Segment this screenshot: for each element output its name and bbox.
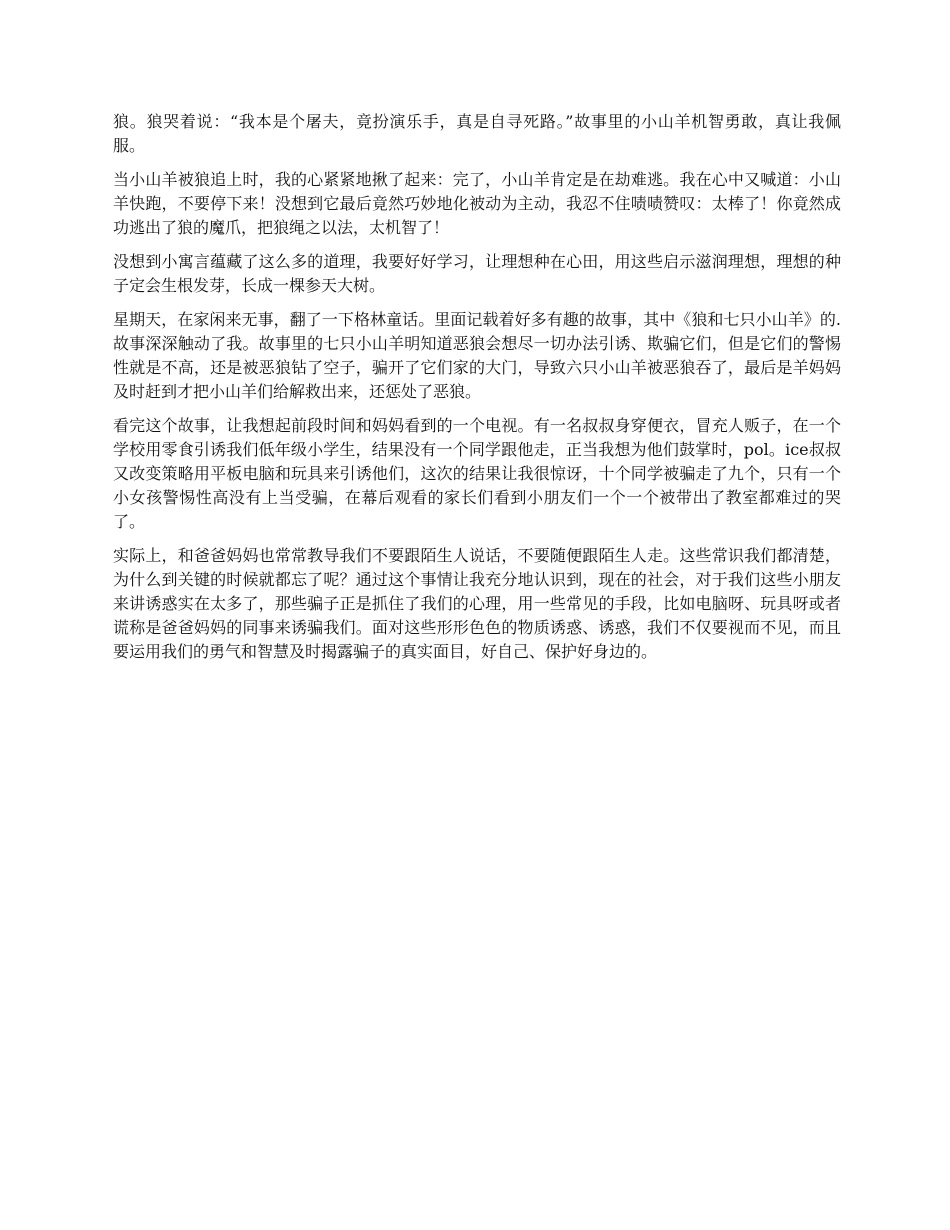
paragraph-6: 实际上，和爸爸妈妈也常常教导我们不要跟陌生人说话，不要随便跟陌生人走。这些常识我们都清楚，为什么到关键的时候就都忘了呢？通过这个事情让我充分地认识到，现在的社会，对于我们这些小朋友来讲诱惑实在太多了，那些骗子正是抓住了我们的心理，用一些常见的手段，比如电脑呀、玩具呀或者谎称是爸爸妈妈的同事来诱骗我们。面对这些形形色色的物质诱惑、诱惑，我们不仅要视而不见，而且要运用我们的勇气和智慧及时揭露骗子的真实面目，好自己、保护好身边的。: [113, 546, 841, 661]
paragraph-5: 看完这个故事，让我想起前段时间和妈妈看到的一个电视。有一名叔叔身穿便衣，冒充人贩子，在一个学校用零食引诱我们低年级小学生，结果没有一个同学跟他走，正当我想为他们鼓掌时，pol。ice叔叔又改变策略用平板电脑和玩具来引诱他们，这次的结果让我很惊讶，十个同学被骗走了九个，只有一个小女孩警惕性高没有上当受骗，在幕后观看的家长们看到小朋友们一个一个被带出了教室都难过的哭了。: [113, 416, 841, 531]
document-page: [113, 110, 841, 674]
paragraph-4: 星期天，在家闲来无事，翻了一下格林童话。里面记载着好多有趣的故事，其中《狼和七只小山羊》的.故事深深触动了我。故事里的七只小山羊明知道恶狼会想尽一切办法引诱、欺骗它们，但是它们的警惕性就是不高，还是被恶狼钻了空子，骗开了它们家的大门，导致六只小山羊被恶狼吞了，最后是羊妈妈及时赶到才把小山羊们给解救出来，还惩处了恶狼。: [113, 310, 841, 401]
paragraph-1: 狼。狼哭着说：“我本是个屠夫，竟扮演乐手，真是自寻死路。”故事里的小山羊机智勇敢，真让我佩服。: [113, 112, 841, 155]
paragraph-2: 当小山羊被狼追上时，我的心紧紧地揪了起来：完了，小山羊肯定是在劫难逃。我在心中又喊道：小山羊快跑，不要停下来！没想到它最后竟然巧妙地化被动为主动，我忍不住啧啧赞叹：太棒了！你竟然成功逃出了狼的魔爪，把狼绳之以法，太机智了！: [113, 170, 841, 237]
paragraph-3: 没想到小寓言蕴藏了这么多的道理，我要好好学习，让理想种在心田，用这些启示滋润理想，理想的种子定会生根发芽，长成一棵参天大树。: [113, 252, 841, 295]
